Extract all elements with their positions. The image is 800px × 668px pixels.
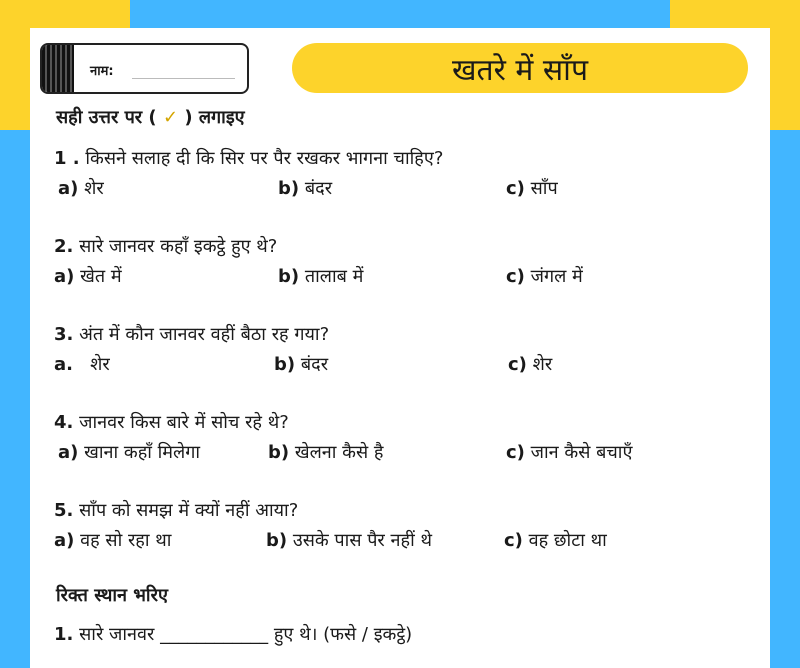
option-letter: a): [54, 266, 75, 287]
option-text: जंगल में: [530, 266, 583, 287]
option-text: बंदर: [300, 354, 329, 375]
option-text: शेर: [532, 354, 553, 375]
name-write-line: [132, 78, 235, 79]
question-4: [54, 410, 289, 434]
option-letter: c): [506, 178, 525, 199]
name-label: नाम:: [90, 64, 114, 79]
option-a: [54, 352, 110, 376]
option-letter: a): [58, 178, 79, 199]
option-b: [274, 352, 328, 376]
option-c: [506, 440, 632, 464]
option-letter: c): [506, 442, 525, 463]
question-text: साँप को समझ में क्यों नहीं आया?: [79, 500, 299, 521]
question-number: 2.: [54, 236, 74, 257]
question-1: [54, 146, 443, 170]
question-2: [54, 234, 277, 258]
option-text: तालाब में: [304, 266, 364, 287]
question-number: 1 .: [54, 148, 80, 169]
check-mark-icon: ✓: [162, 107, 179, 128]
question-text: अंत में कौन जानवर वहीं बैठा रह गया?: [79, 324, 330, 345]
option-letter: a): [58, 442, 79, 463]
question-number: 5.: [54, 500, 74, 521]
option-text: शेर: [84, 178, 104, 199]
option-b: [266, 528, 432, 552]
option-c: [508, 352, 552, 376]
fill-text: सारे जानवर ____________ हुए थे। (फसे / इकट्ठे): [79, 624, 413, 645]
section-heading-fill: [56, 583, 168, 607]
section-heading-after: ) लगाइए: [184, 107, 245, 128]
option-a: [54, 528, 171, 552]
option-text: वह सो रहा था: [80, 530, 172, 551]
title-banner: [292, 43, 748, 93]
worksheet: [30, 28, 770, 668]
question-5: [54, 498, 298, 522]
question-3: [54, 322, 329, 346]
fill-number: 1.: [54, 624, 74, 645]
option-letter: c): [506, 266, 525, 287]
option-letter: b): [278, 266, 300, 287]
name-box: [40, 43, 249, 94]
name-box-stripe: [42, 45, 74, 92]
option-letter: c): [508, 354, 527, 375]
option-text: वह छोटा था: [528, 530, 607, 551]
option-c: [506, 176, 558, 200]
question-number: 3.: [54, 324, 74, 345]
option-b: [268, 440, 383, 464]
option-letter: b): [274, 354, 296, 375]
section-heading-text: रिक्त स्थान भरिए: [56, 585, 168, 606]
fill-blank-1: [54, 622, 412, 646]
option-text: खाना कहाँ मिलेगा: [84, 442, 201, 463]
option-a: [54, 264, 122, 288]
option-letter: c): [504, 530, 523, 551]
option-text: साँप: [530, 178, 558, 199]
question-text: सारे जानवर कहाँ इकट्ठे हुए थे?: [79, 236, 278, 257]
question-text: जानवर किस बारे में सोच रहे थे?: [79, 412, 289, 433]
option-b: [278, 264, 363, 288]
worksheet-title: खतरे में साँप: [451, 52, 588, 88]
option-letter: a): [54, 530, 75, 551]
question-text: किसने सलाह दी कि सिर पर पैर रखकर भागना चाहिए?: [85, 148, 444, 169]
option-letter: b): [278, 178, 300, 199]
option-text: उसके पास पैर नहीं थे: [292, 530, 432, 551]
option-text: जान कैसे बचाएँ: [530, 442, 633, 463]
question-number: 4.: [54, 412, 74, 433]
option-b: [278, 176, 332, 200]
section-heading-before: सही उत्तर पर (: [56, 107, 157, 128]
option-letter: b): [266, 530, 288, 551]
option-c: [504, 528, 607, 552]
section-heading-mcq: [56, 105, 245, 129]
option-text: खेलना कैसे है: [294, 442, 384, 463]
option-text: बंदर: [304, 178, 333, 199]
option-a: [58, 440, 200, 464]
option-a: [58, 176, 104, 200]
option-letter: a.: [54, 354, 73, 375]
option-text: खेत में: [80, 266, 122, 287]
option-text: शेर: [90, 354, 110, 375]
option-c: [506, 264, 583, 288]
option-letter: b): [268, 442, 290, 463]
